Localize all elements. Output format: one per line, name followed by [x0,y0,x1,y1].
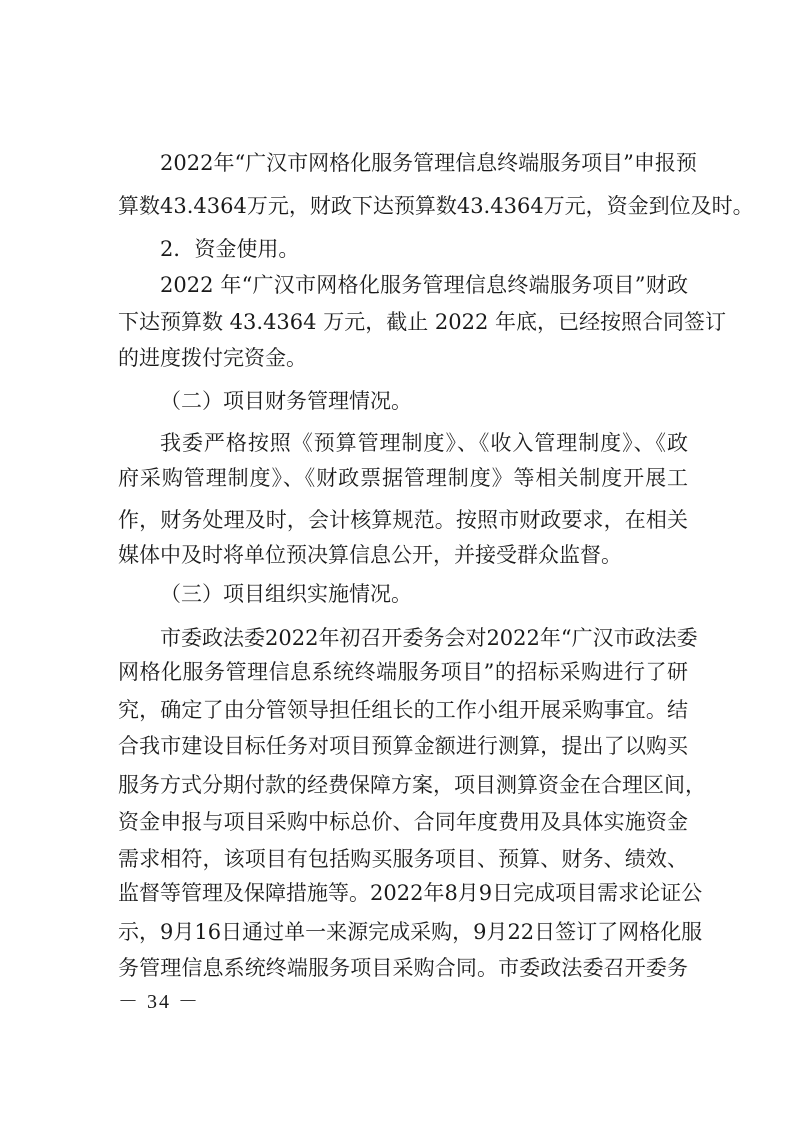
body-line-16: 合我市建设目标任务对项目预算金额进行测算，提出了以购买 [118,734,688,758]
body-line-2: 算数43.4364万元，财政下达预算数43.4364万元，资金到位及时。 [118,194,754,218]
body-line-18: 资金申报与项目采购中标总价、合同年度费用及具体实施资金 [118,810,688,834]
body-line-5: 下达预算数 43.4364 万元，截止 2022 年底，已经按照合同签订 [118,310,726,334]
section-heading-funds-use: 2．资金使用。 [160,237,300,261]
body-line-9: 府采购管理制度》、《财政票据管理制度》等相关制度开展工 [118,466,688,490]
body-line-8: 我委严格按照《预算管理制度》、《收入管理制度》、《政 [160,431,688,455]
body-line-4: 2022 年“广汉市网格化服务管理信息终端服务项目”财政 [160,273,688,297]
body-line-14: 网格化服务管理信息系统终端服务项目”的招标采购进行了研 [118,660,688,684]
body-line-11: 媒体中及时将单位预决算信息公开，并接受群众监督。 [118,543,622,567]
body-line-22: 务管理信息系统终端服务项目采购合同。市委政法委召开委务 [118,956,688,980]
section-heading-implementation: （三）项目组织实施情况。 [160,582,412,606]
body-line-15: 究，确定了由分管领导担任组长的工作小组开展采购事宜。结 [118,698,688,722]
body-line-10: 作，财务处理及时，会计核算规范。按照市财政要求，在相关 [118,508,688,532]
body-line-13: 市委政法委2022年初召开委务会对2022年“广汉市政法委 [160,626,698,650]
body-line-6: 的进度拨付完资金。 [118,346,307,370]
body-line-19: 需求相符，该项目有包括购买服务项目、预算、财务、绩效、 [118,847,688,871]
body-line-21: 示，9月16日通过单一来源完成采购，9月22日签订了网格化服 [118,920,703,944]
page-number: － 34 － [118,991,200,1013]
body-line-17: 服务方式分期付款的经费保障方案，项目测算资金在合理区间， [118,773,706,797]
body-line-20: 监督等管理及保障措施等。2022年8月9日完成项目需求论证公 [118,881,703,905]
body-line-1: 2022年“广汉市网格化服务管理信息终端服务项目”申报预 [160,151,697,175]
section-heading-financial-management: （二）项目财务管理情况。 [160,389,412,413]
